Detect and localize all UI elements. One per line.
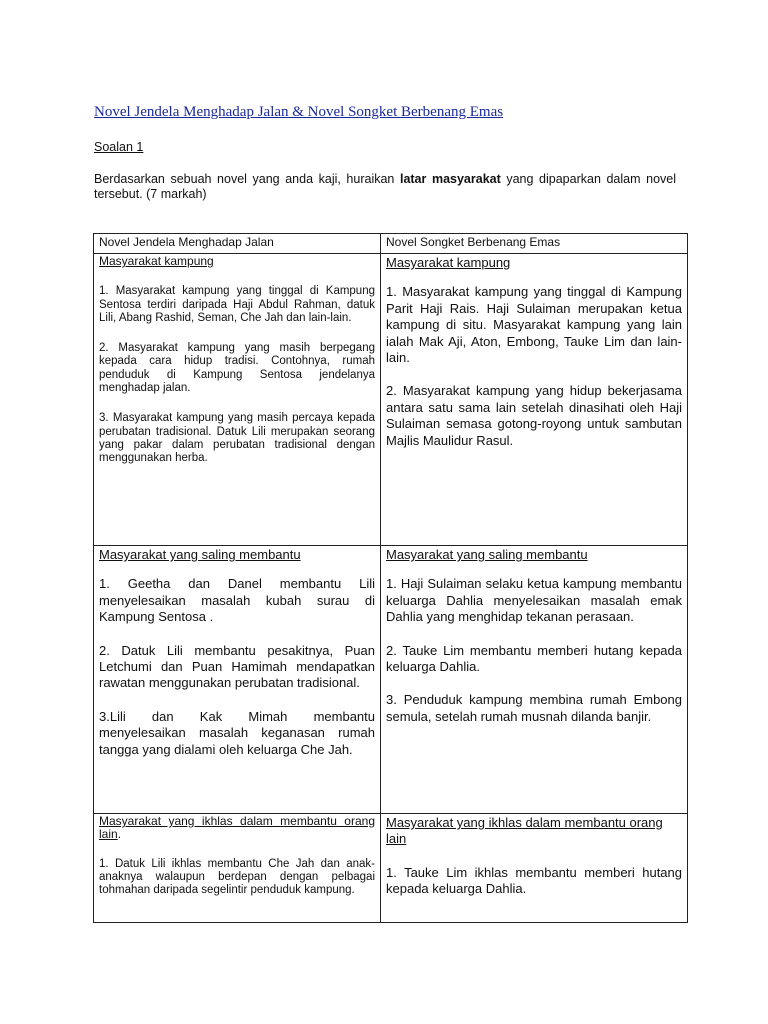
- instructions-keyword: latar masyarakat: [399, 172, 501, 186]
- list-item: 1. Tauke Lim ikhlas membantu memberi hutang kepada keluarga Dahlia.: [386, 864, 682, 897]
- cell-right: [381, 814, 688, 923]
- list-item: 3. Masyarakat kampung yang masih percaya kepada perubatan tradisional. Datuk Lili merupakan seorang yang pakar dalam perubatan tradisional dengan menggunakan herba.: [99, 412, 375, 465]
- list-item: 3.Lili dan Kak Mimah membantu menyelesaikan masalah keganasan rumah tangga yang dialami oleh keluarga Che Jah.: [99, 708, 375, 757]
- list-item: 3. Penduduk kampung membina rumah Embong semula, setelah rumah musnah dilanda banjir.: [386, 692, 682, 724]
- section-heading: Masyarakat kampung: [99, 254, 214, 268]
- cell-right: [381, 254, 688, 546]
- instructions-text-start: Berdasarkan sebuah novel yang anda kaji, huraikan: [94, 172, 400, 186]
- list-item: 2. Masyarakat kampung yang masih berpegang kepada cara hidup tradisi. Contohnya, rumah penduduk di Kampung Sentosa jendelanya menghadap jalan.: [99, 342, 375, 395]
- list-item: 2. Datuk Lili membantu pesakitnya, Puan Letchumi dan Puan Hamimah mendapatkan rawatan menggunakan perubatan tradisional.: [99, 642, 375, 691]
- list-item: 1. Masyarakat kampung yang tinggal di Kampung Sentosa terdiri daripada Haji Abdul Rahman, datuk Lili, Abang Rashid, Seman, Che Jah dan lain-lain.: [99, 285, 375, 324]
- section-heading: Masyarakat kampung: [386, 255, 511, 270]
- section-heading: Masyarakat yang saling membantu: [386, 547, 588, 562]
- list-item: 1. Geetha dan Danel membantu Lili menyelesaikan masalah kubah surau di Kampung Sentosa .: [99, 576, 375, 625]
- question-label: Soalan 1: [94, 140, 144, 154]
- table-row-ikhlas-membantu: [94, 814, 688, 923]
- table-row-saling-membantu: [94, 546, 688, 814]
- section-heading: Masyarakat yang saling membantu: [99, 547, 301, 562]
- page-title[interactable]: Novel Jendela Menghadap Jalan & Novel Songket Berbenang Emas: [94, 104, 504, 120]
- cell-left: [94, 814, 381, 923]
- cell-right: [381, 546, 688, 814]
- heading-period: .: [117, 827, 122, 842]
- list-item: 2. Masyarakat kampung yang hidup bekerjasama antara satu sama lain setelah dinasihati oleh Haji Sulaiman semasa gotong-royong untuk sambutan Majlis Maulidur Rasul.: [386, 383, 682, 448]
- table-header-row: [94, 234, 688, 254]
- list-item: 1. Datuk Lili ikhlas membantu Che Jah dan anak-anaknya walaupun berdepan dengan pelbagai tohmahan daripada segelintir penduduk kampung.: [99, 857, 375, 897]
- cell-left: [94, 254, 381, 546]
- question-instructions: [94, 172, 676, 202]
- list-item: 1. Masyarakat kampung yang tinggal di Kampung Parit Haji Rais. Haji Sulaiman merupakan ketua kampung di situ. Masyarakat kampung yang lain ialah Mak Aji, Aton, Embong, Tauke Lim dan lain-lain.: [386, 284, 682, 366]
- header-novel-songket: Novel Songket Berbenang Emas: [381, 234, 688, 254]
- comparison-table: [93, 233, 688, 923]
- instructions-text-end: yang dipaparkan dalam novel tersebut.: [94, 172, 676, 201]
- table-row-masyarakat-kampung: [94, 254, 688, 546]
- section-heading: [99, 815, 375, 842]
- marks-allocation: (7 markah): [146, 187, 207, 201]
- list-item: 2. Tauke Lim membantu memberi hutang kepada keluarga Dahlia.: [386, 642, 682, 675]
- section-heading-text: Masyarakat yang ikhlas dalam membantu orang lain: [99, 814, 375, 842]
- section-heading: Masyarakat yang ikhlas dalam membantu orang lain: [386, 815, 663, 847]
- header-novel-jendela: Novel Jendela Menghadap Jalan: [94, 234, 381, 254]
- list-item: 1. Haji Sulaiman selaku ketua kampung membantu keluarga Dahlia menyelesaikan masalah emak Dahlia yang menghidap tekanan perasaan.: [386, 576, 682, 625]
- cell-left: [94, 546, 381, 814]
